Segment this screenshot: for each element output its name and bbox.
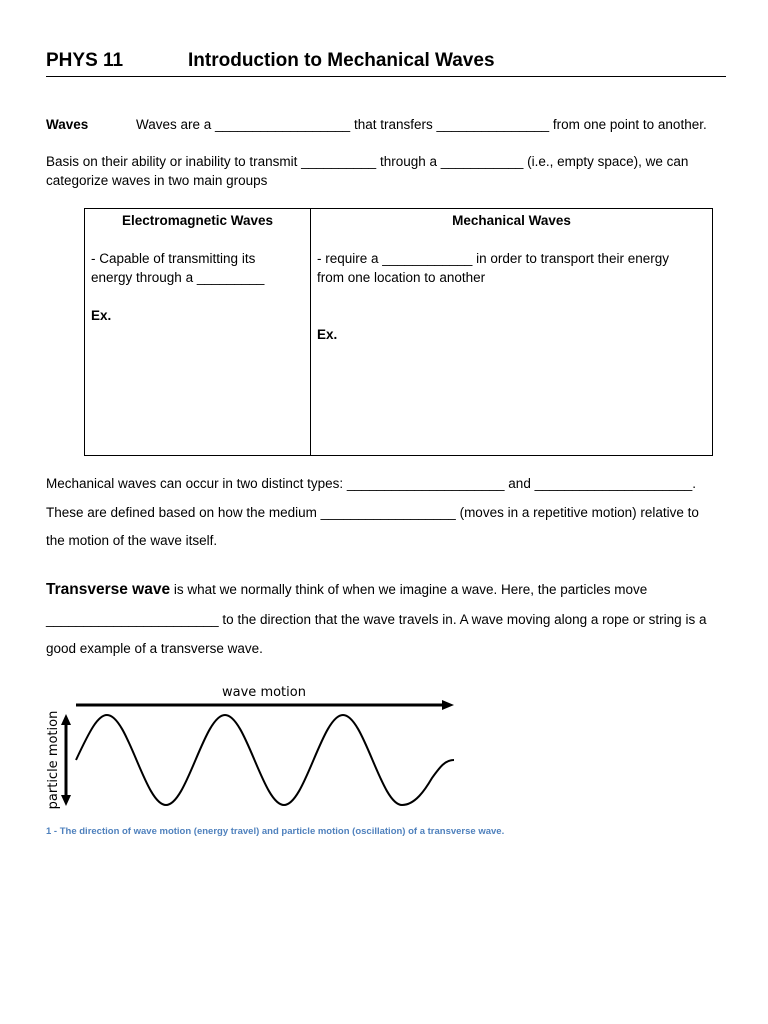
mech-line-1: - require a ____________ in order to transport their energy: [317, 251, 669, 266]
blank-medium: ___________: [440, 154, 524, 169]
mech-example-label: Ex.: [317, 327, 338, 342]
def-text-1: Waves are a: [136, 117, 216, 132]
sine-wave: [76, 715, 454, 805]
transverse-line-1: [46, 581, 647, 599]
wave-motion-arrow: [76, 700, 454, 710]
em-line-2: energy through a _________: [91, 270, 265, 285]
em-example-label: Ex.: [91, 308, 112, 323]
em-heading: Electromagnetic Waves: [121, 213, 274, 228]
em-line-1: - Capable of transmitting its: [91, 251, 256, 266]
mech-heading: Mechanical Waves: [452, 213, 571, 228]
header-divider: [46, 76, 726, 77]
particle-motion-label: particle motion: [46, 710, 61, 810]
types-line-2: These are defined based on how the medium __________________ (moves in a repetitive motion) relative to: [46, 505, 699, 520]
basis-text-b: through a: [376, 154, 441, 169]
basis-text-a: Basis on their ability or inability to transmit: [46, 154, 302, 169]
blank-wave-carrier: __________________: [215, 117, 351, 132]
types-line-1: Mechanical waves can occur in two distinct types: _____________________ and _____________________.: [46, 476, 696, 491]
wave-motion-label: wave motion: [222, 685, 306, 700]
transverse-line-3: good example of a transverse wave.: [46, 641, 263, 656]
basis-text-c: (i.e., empty space), we can: [523, 154, 689, 169]
def-text-2: that transfers: [350, 117, 437, 132]
types-line-3: the motion of the wave itself.: [46, 533, 218, 548]
basis-line-1: [46, 154, 688, 169]
transverse-term: Transverse wave: [46, 581, 171, 598]
blank-transmit: __________: [301, 154, 377, 169]
blank-transfers: _______________: [436, 117, 550, 132]
mech-waves-cell: [311, 209, 713, 456]
waves-label: Waves: [46, 117, 89, 132]
page-title: Introduction to Mechanical Waves: [188, 50, 495, 71]
transverse-line-2: _______________________ to the direction that the wave travels in. A wave moving along a rope or string is a: [46, 612, 707, 627]
mech-line-2: from one location to another: [317, 270, 486, 285]
course-code: PHYS 11: [46, 50, 124, 71]
figure-caption: 1 - The direction of wave motion (energy travel) and particle motion (oscillation) of a transverse wave.: [46, 826, 505, 837]
transverse-text-1: is what we normally think of when we imagine a wave. Here, the particles move: [170, 582, 648, 597]
em-waves-cell: [85, 209, 311, 456]
wave-groups-table: [84, 208, 713, 456]
def-text-3: from one point to another.: [549, 117, 707, 132]
basis-line-2: categorize waves in two main groups: [46, 173, 268, 188]
particle-motion-arrow: [61, 714, 71, 806]
transverse-wave-figure: [40, 680, 470, 815]
waves-definition: [136, 117, 707, 132]
